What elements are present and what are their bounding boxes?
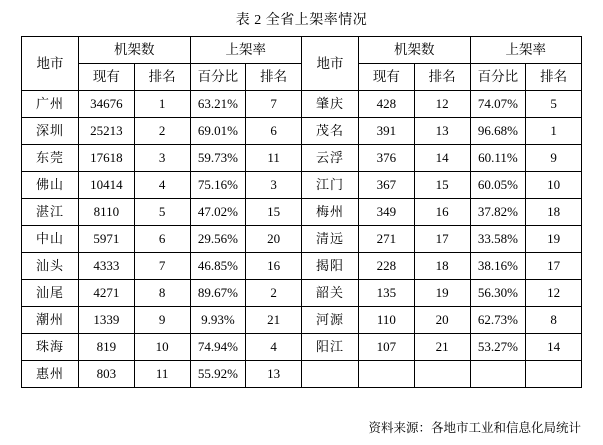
header-rank-right: 排名 — [414, 64, 470, 91]
cell-percent-left: 69.01% — [190, 118, 246, 145]
cell-existing-left: 4271 — [79, 280, 135, 307]
cell-existing-right: 428 — [359, 91, 415, 118]
cell-existing-right: 391 — [359, 118, 415, 145]
cell-city-right: 揭阳 — [302, 253, 359, 280]
cell-rank2-left: 20 — [246, 226, 302, 253]
cell-city-left: 佛山 — [22, 172, 79, 199]
header-existing-left: 现有 — [79, 64, 135, 91]
cell-rank-right: 15 — [414, 172, 470, 199]
header-rank2-right: 排名 — [526, 64, 582, 91]
header-existing-right: 现有 — [359, 64, 415, 91]
header-city-right: 地市 — [302, 37, 359, 91]
cell-existing-right: 135 — [359, 280, 415, 307]
cell-city-left: 湛江 — [22, 199, 79, 226]
cell-rank2-right: 17 — [526, 253, 582, 280]
cell-existing-left: 1339 — [79, 307, 135, 334]
cell-existing-left: 803 — [79, 361, 135, 388]
table-head — [22, 37, 582, 91]
cell-rank-right: 19 — [414, 280, 470, 307]
header-rank2-left: 排名 — [246, 64, 302, 91]
cell-percent-right: 56.30% — [470, 280, 526, 307]
table-row — [22, 361, 582, 388]
table-row — [22, 199, 582, 226]
cell-existing-right: 271 — [359, 226, 415, 253]
cell-rank-left: 11 — [134, 361, 190, 388]
table-row — [22, 226, 582, 253]
cell-rank2-left: 4 — [246, 334, 302, 361]
cell-rank2-right: 18 — [526, 199, 582, 226]
cell-city-right: 茂名 — [302, 118, 359, 145]
cell-existing-left: 8110 — [79, 199, 135, 226]
cell-existing-right: 367 — [359, 172, 415, 199]
cell-rank-right: 13 — [414, 118, 470, 145]
cell-rank2-right: 12 — [526, 280, 582, 307]
cell-rank2-right: 1 — [526, 118, 582, 145]
cell-city-right: 云浮 — [302, 145, 359, 172]
cell-city-left: 广州 — [22, 91, 79, 118]
cell-rank2-right: 14 — [526, 334, 582, 361]
cell-percent-right — [470, 361, 526, 388]
cell-percent-right: 74.07% — [470, 91, 526, 118]
table-row — [22, 334, 582, 361]
cell-existing-left: 10414 — [79, 172, 135, 199]
cell-percent-left: 29.56% — [190, 226, 246, 253]
cell-percent-right: 60.11% — [470, 145, 526, 172]
table-row — [22, 145, 582, 172]
cell-city-right: 江门 — [302, 172, 359, 199]
cell-rank-left: 10 — [134, 334, 190, 361]
cell-rank-left: 8 — [134, 280, 190, 307]
cell-percent-left: 63.21% — [190, 91, 246, 118]
cell-rank-right: 12 — [414, 91, 470, 118]
cell-rank2-left: 11 — [246, 145, 302, 172]
cell-percent-right: 37.82% — [470, 199, 526, 226]
cell-rank2-right — [526, 361, 582, 388]
header-rank-left: 排名 — [134, 64, 190, 91]
cell-existing-right — [359, 361, 415, 388]
cell-rank2-left: 21 — [246, 307, 302, 334]
cell-existing-right: 107 — [359, 334, 415, 361]
cell-city-left: 惠州 — [22, 361, 79, 388]
cell-existing-left: 4333 — [79, 253, 135, 280]
cell-rank2-right: 10 — [526, 172, 582, 199]
cell-rank2-left: 6 — [246, 118, 302, 145]
cell-percent-left: 55.92% — [190, 361, 246, 388]
cell-rank-left: 9 — [134, 307, 190, 334]
cell-rank2-right: 9 — [526, 145, 582, 172]
cell-city-right: 清远 — [302, 226, 359, 253]
cell-city-left: 珠海 — [22, 334, 79, 361]
cell-city-right — [302, 361, 359, 388]
cell-percent-right: 33.58% — [470, 226, 526, 253]
table-caption: 表 2 全省上架率情况 — [235, 13, 368, 28]
cell-rank-right: 18 — [414, 253, 470, 280]
cell-existing-right: 228 — [359, 253, 415, 280]
cell-rank2-left: 3 — [246, 172, 302, 199]
header-city-left: 地市 — [22, 37, 79, 91]
cell-percent-left: 59.73% — [190, 145, 246, 172]
cell-city-right: 梅州 — [302, 199, 359, 226]
cell-rank2-left: 2 — [246, 280, 302, 307]
cell-rank2-right: 8 — [526, 307, 582, 334]
cell-rank-right: 20 — [414, 307, 470, 334]
cell-rank-left: 6 — [134, 226, 190, 253]
header-rack-count-left: 机架数 — [79, 37, 191, 64]
cell-city-left: 深圳 — [22, 118, 79, 145]
cell-existing-left: 819 — [79, 334, 135, 361]
table-row — [22, 91, 582, 118]
cell-city-left: 汕尾 — [22, 280, 79, 307]
cell-rank2-left: 13 — [246, 361, 302, 388]
table-row — [22, 118, 582, 145]
cell-rank2-left: 16 — [246, 253, 302, 280]
cell-rank-right — [414, 361, 470, 388]
cell-rank-right: 14 — [414, 145, 470, 172]
header-rack-rate-right: 上架率 — [470, 37, 582, 64]
cell-percent-right: 38.16% — [470, 253, 526, 280]
cell-percent-left: 9.93% — [190, 307, 246, 334]
cell-city-left: 中山 — [22, 226, 79, 253]
cell-percent-left: 74.94% — [190, 334, 246, 361]
cell-rank2-left: 7 — [246, 91, 302, 118]
cell-percent-right: 62.73% — [470, 307, 526, 334]
cell-percent-right: 53.27% — [470, 334, 526, 361]
cell-rank-right: 16 — [414, 199, 470, 226]
header-row-top — [22, 37, 582, 64]
cell-rank-left: 2 — [134, 118, 190, 145]
table-body — [22, 91, 582, 388]
cell-existing-right: 110 — [359, 307, 415, 334]
cell-percent-right: 96.68% — [470, 118, 526, 145]
cell-existing-left: 25213 — [79, 118, 135, 145]
cell-percent-left: 47.02% — [190, 199, 246, 226]
source-note: 资料来源：各地市工业和信息化局统计 — [368, 421, 581, 435]
table-row — [22, 307, 582, 334]
cell-rank-left: 1 — [134, 91, 190, 118]
table-row — [22, 253, 582, 280]
cell-existing-right: 349 — [359, 199, 415, 226]
cell-percent-left: 89.67% — [190, 280, 246, 307]
cell-existing-left: 5971 — [79, 226, 135, 253]
cell-city-left: 汕头 — [22, 253, 79, 280]
table-row — [22, 280, 582, 307]
header-rack-count-right: 机架数 — [359, 37, 471, 64]
cell-rank2-right: 19 — [526, 226, 582, 253]
header-percent-right: 百分比 — [470, 64, 526, 91]
cell-city-left: 东莞 — [22, 145, 79, 172]
table-row — [22, 172, 582, 199]
cell-rank-left: 4 — [134, 172, 190, 199]
cell-city-right: 阳江 — [302, 334, 359, 361]
cell-city-right: 韶关 — [302, 280, 359, 307]
cell-percent-left: 75.16% — [190, 172, 246, 199]
cell-rank-left: 5 — [134, 199, 190, 226]
cell-rank-left: 7 — [134, 253, 190, 280]
cell-rank2-right: 5 — [526, 91, 582, 118]
cell-rank-left: 3 — [134, 145, 190, 172]
cell-existing-right: 376 — [359, 145, 415, 172]
cell-rank-right: 21 — [414, 334, 470, 361]
rack-rate-table — [21, 36, 582, 388]
cell-existing-left: 17618 — [79, 145, 135, 172]
cell-percent-right: 60.05% — [470, 172, 526, 199]
cell-city-left: 潮州 — [22, 307, 79, 334]
header-percent-left: 百分比 — [190, 64, 246, 91]
cell-city-right: 肇庆 — [302, 91, 359, 118]
cell-percent-left: 46.85% — [190, 253, 246, 280]
cell-rank2-left: 15 — [246, 199, 302, 226]
cell-city-right: 河源 — [302, 307, 359, 334]
header-rack-rate-left: 上架率 — [190, 37, 302, 64]
cell-rank-right: 17 — [414, 226, 470, 253]
cell-existing-left: 34676 — [79, 91, 135, 118]
